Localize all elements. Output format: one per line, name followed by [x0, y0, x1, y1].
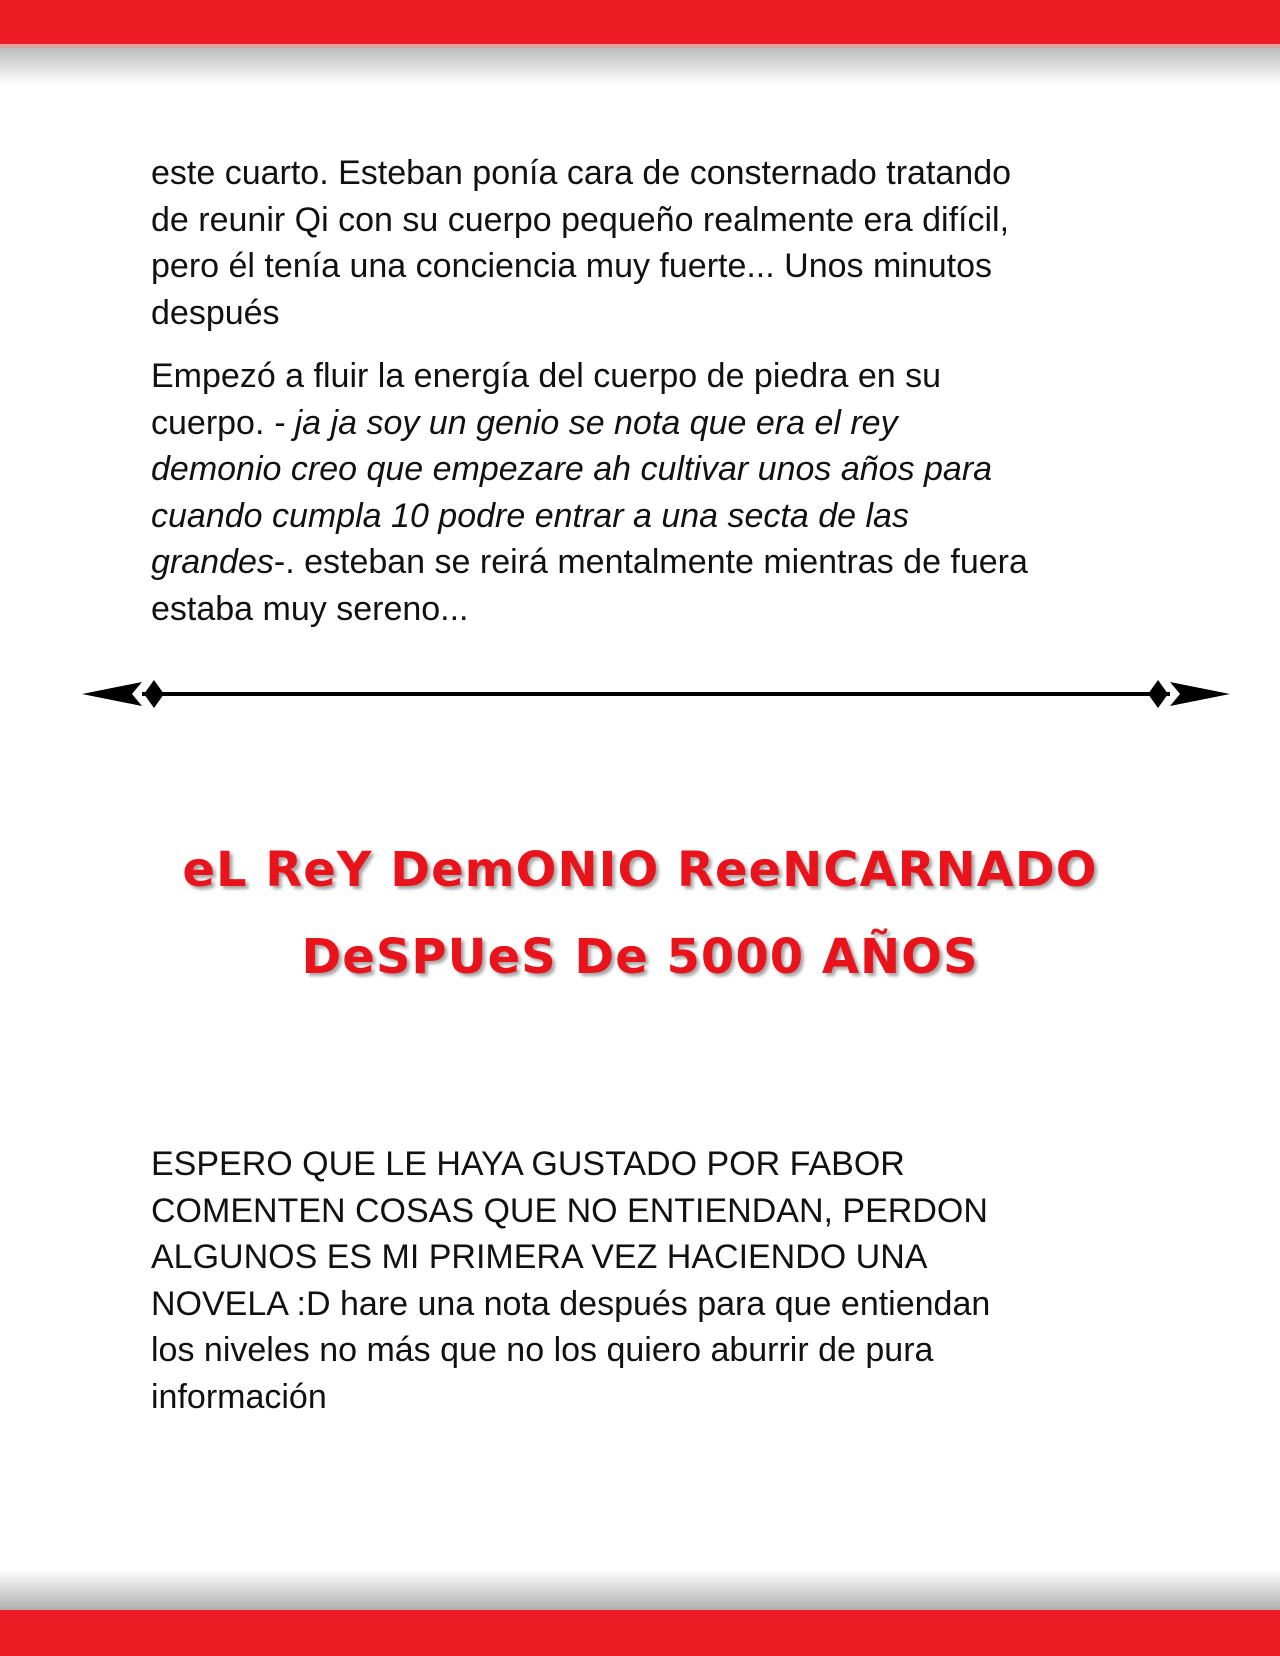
dialogue-text: - ja ja soy un genio se nota que era el rey — [273, 403, 898, 442]
paragraph-2-line — [151, 539, 1151, 586]
author-note-line: NOVELA :D hare una nota después para que entiendan — [151, 1284, 991, 1323]
paragraph-2-line: Empezó a fluir la energía del cuerpo de piedra en su — [151, 357, 942, 395]
title-line-2: DeSPUeS De 5000 AÑOS — [301, 929, 979, 985]
paragraph-2-line — [151, 400, 1151, 447]
paragraph-1-line: este cuarto. Esteban ponía cara de consternado tratando — [151, 154, 1012, 192]
paragraph-1-line: pero él tenía una conciencia muy fuerte... Unos minutos — [151, 247, 993, 285]
dialogue-text: demonio creo que empezare ah cultivar unos años para — [151, 450, 993, 488]
author-note-line: los niveles no más que no los quiero aburrir de pura — [151, 1331, 934, 1369]
author-note — [151, 1141, 1151, 1420]
title-line-1: eL ReY DemONIO ReeNCARNADO — [182, 842, 1098, 898]
narration-text: -. esteban se reirá mentalmente mientras de fuera — [273, 543, 1028, 581]
author-note-line: COMENTEN COSAS QUE NO ENTIENDAN, PERDON — [151, 1191, 988, 1230]
paragraph-1-line: de reunir Qi con su cuerpo pequeño realmente era difícil, — [151, 200, 1010, 239]
page-title — [0, 842, 1280, 898]
arrow-divider-icon — [82, 670, 1230, 718]
top-red-band — [0, 0, 1280, 44]
page-subtitle — [0, 929, 1280, 985]
bottom-red-band — [0, 1610, 1280, 1656]
bottom-band-shadow — [0, 1570, 1280, 1610]
dialogue-text: cuando cumpla 10 podre entrar a una secta de las — [151, 496, 909, 535]
paragraph-2 — [151, 353, 1151, 632]
author-note-line: información — [151, 1377, 327, 1416]
dialogue-text: grandes — [151, 543, 274, 581]
paragraph-1 — [151, 150, 1151, 336]
paragraph-1-line: después — [151, 293, 280, 332]
top-band-line — [0, 44, 1280, 48]
narration-text: cuerpo. — [151, 403, 274, 442]
author-note-line: ALGUNOS ES MI PRIMERA VEZ HACIENDO UNA — [151, 1238, 928, 1276]
author-note-line: ESPERO QUE LE HAYA GUSTADO POR FABOR — [151, 1145, 905, 1183]
top-band-shadow — [0, 44, 1280, 86]
paragraph-2-line: estaba muy sereno... — [151, 589, 469, 628]
